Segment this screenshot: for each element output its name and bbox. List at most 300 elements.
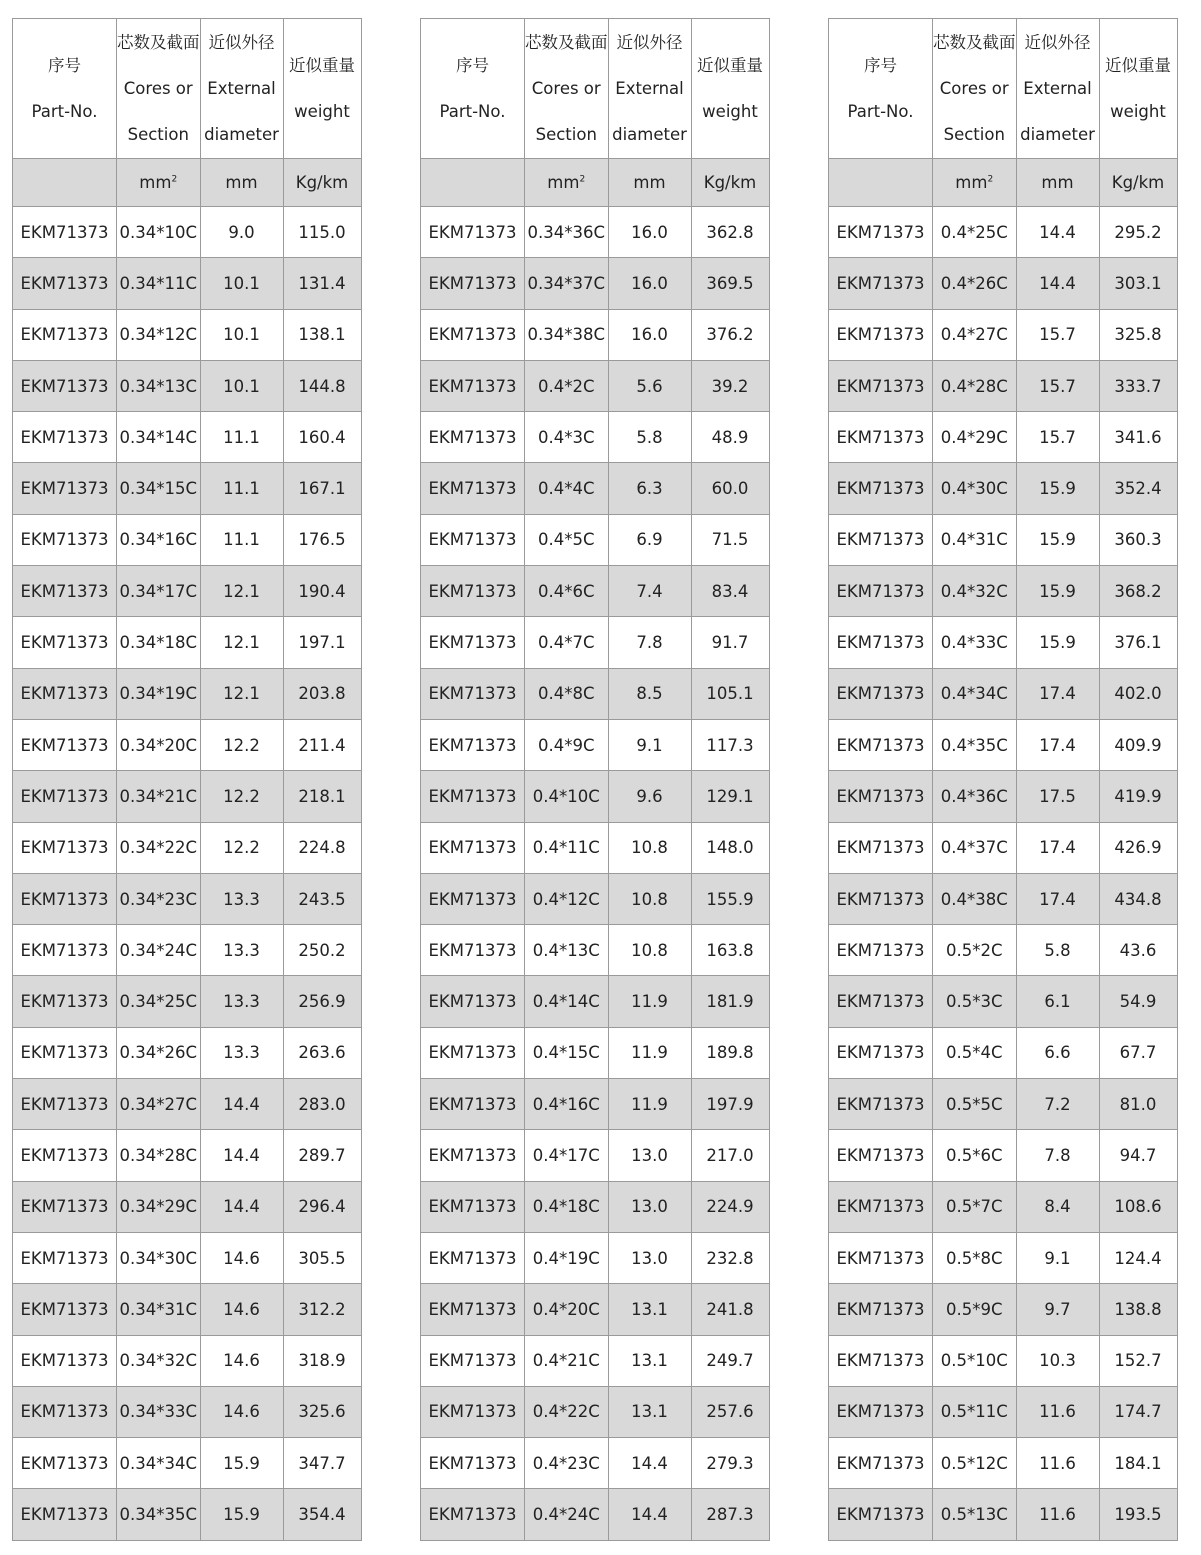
cell-weight: 71.5	[691, 514, 769, 565]
cell-cores-section: 0.4*37C	[933, 822, 1017, 873]
header-diameter-en2: diameter	[1020, 125, 1095, 144]
cell-part-no: EKM71373	[421, 1079, 525, 1130]
cell-diameter: 6.9	[608, 514, 691, 565]
table-row	[13, 207, 362, 258]
cell-diameter: 10.1	[200, 258, 283, 309]
table-row	[421, 1386, 770, 1437]
cell-diameter: 17.4	[1016, 668, 1099, 719]
cell-part-no: EKM71373	[421, 1284, 525, 1335]
header-cores	[525, 19, 609, 159]
table-row	[421, 873, 770, 924]
cell-diameter: 12.1	[200, 617, 283, 668]
cell-part-no: EKM71373	[829, 1335, 933, 1386]
header-part-en: Part-No.	[847, 102, 914, 121]
table-row	[13, 1232, 362, 1283]
cell-weight: 325.8	[1099, 309, 1177, 360]
cell-cores-section: 0.34*10C	[117, 207, 201, 258]
table-row	[829, 719, 1178, 770]
table-row	[13, 822, 362, 873]
cell-diameter: 12.2	[200, 719, 283, 770]
cell-part-no: EKM71373	[829, 668, 933, 719]
cell-diameter: 13.3	[200, 873, 283, 924]
table-row	[13, 1284, 362, 1335]
cell-part-no: EKM71373	[421, 668, 525, 719]
cell-weight: 257.6	[691, 1386, 769, 1437]
cell-cores-section: 0.5*4C	[933, 1027, 1017, 1078]
cell-cores-section: 0.34*20C	[117, 719, 201, 770]
cell-weight: 167.1	[283, 463, 361, 514]
cell-diameter: 17.4	[1016, 719, 1099, 770]
cell-weight: 144.8	[283, 360, 361, 411]
cell-part-no: EKM71373	[13, 1027, 117, 1078]
cell-weight: 129.1	[691, 771, 769, 822]
table-row	[13, 463, 362, 514]
header-weight-en: weight	[702, 102, 758, 121]
cell-diameter: 15.9	[1016, 463, 1099, 514]
header-diameter-en1: External	[1023, 79, 1092, 98]
cell-diameter: 13.3	[200, 976, 283, 1027]
cell-part-no: EKM71373	[13, 873, 117, 924]
table-row	[421, 360, 770, 411]
cell-part-no: EKM71373	[13, 976, 117, 1027]
cell-diameter: 11.9	[608, 976, 691, 1027]
units-row	[829, 159, 1178, 207]
cell-diameter: 8.5	[608, 668, 691, 719]
cell-cores-section: 0.4*29C	[933, 412, 1017, 463]
cell-part-no: EKM71373	[829, 463, 933, 514]
cell-part-no: EKM71373	[13, 719, 117, 770]
cell-cores-section: 0.4*26C	[933, 258, 1017, 309]
cell-part-no: EKM71373	[829, 566, 933, 617]
table-row	[421, 207, 770, 258]
cell-cores-section: 0.4*17C	[525, 1130, 609, 1181]
cell-diameter: 17.4	[1016, 873, 1099, 924]
cell-part-no: EKM71373	[829, 1027, 933, 1078]
cell-cores-section: 0.4*20C	[525, 1284, 609, 1335]
cell-cores-section: 0.4*21C	[525, 1335, 609, 1386]
table-row	[829, 1489, 1178, 1540]
table-row	[421, 925, 770, 976]
cell-part-no: EKM71373	[421, 719, 525, 770]
cell-part-no: EKM71373	[829, 360, 933, 411]
cell-weight: 197.9	[691, 1079, 769, 1130]
cell-diameter: 15.9	[1016, 514, 1099, 565]
cell-diameter: 9.0	[200, 207, 283, 258]
cell-weight: 184.1	[1099, 1438, 1177, 1489]
cell-part-no: EKM71373	[13, 771, 117, 822]
table-row	[13, 617, 362, 668]
cell-diameter: 11.1	[200, 514, 283, 565]
cell-cores-section: 0.5*5C	[933, 1079, 1017, 1130]
cell-weight: 81.0	[1099, 1079, 1177, 1130]
unit-weight: Kg/km	[691, 159, 769, 207]
table-row	[829, 925, 1178, 976]
cell-cores-section: 0.4*19C	[525, 1232, 609, 1283]
cell-weight: 325.6	[283, 1386, 361, 1437]
cell-weight: 224.8	[283, 822, 361, 873]
cell-diameter: 5.8	[608, 412, 691, 463]
cell-cores-section: 0.5*9C	[933, 1284, 1017, 1335]
cell-diameter: 17.4	[1016, 822, 1099, 873]
cell-part-no: EKM71373	[421, 1489, 525, 1540]
table-row	[829, 668, 1178, 719]
table-row	[13, 668, 362, 719]
unit-diameter: mm	[608, 159, 691, 207]
cell-weight: 333.7	[1099, 360, 1177, 411]
cell-diameter: 11.9	[608, 1079, 691, 1130]
cell-diameter: 12.2	[200, 771, 283, 822]
cell-weight: 289.7	[283, 1130, 361, 1181]
cell-weight: 163.8	[691, 925, 769, 976]
cell-weight: 224.9	[691, 1181, 769, 1232]
cell-diameter: 11.6	[1016, 1386, 1099, 1437]
cell-weight: 117.3	[691, 719, 769, 770]
cell-diameter: 9.1	[1016, 1232, 1099, 1283]
cell-diameter: 10.1	[200, 309, 283, 360]
table-row	[829, 617, 1178, 668]
cell-diameter: 15.9	[200, 1438, 283, 1489]
header-part-en: Part-No.	[31, 102, 98, 121]
cell-weight: 83.4	[691, 566, 769, 617]
cell-weight: 354.4	[283, 1489, 361, 1540]
header-cores-en2: Section	[535, 125, 597, 144]
cell-part-no: EKM71373	[13, 668, 117, 719]
table-row	[829, 566, 1178, 617]
cell-diameter: 14.6	[200, 1232, 283, 1283]
table-row	[829, 1386, 1178, 1437]
header-cores-cn: 芯数及截面	[117, 33, 200, 52]
table-row	[13, 1438, 362, 1489]
header-part-no	[13, 19, 117, 159]
cell-cores-section: 0.34*21C	[117, 771, 201, 822]
cell-weight: 360.3	[1099, 514, 1177, 565]
cell-part-no: EKM71373	[829, 258, 933, 309]
cell-weight: 54.9	[1099, 976, 1177, 1027]
unit-weight: Kg/km	[283, 159, 361, 207]
unit-weight: Kg/km	[1099, 159, 1177, 207]
cell-weight: 376.1	[1099, 617, 1177, 668]
cell-diameter: 7.4	[608, 566, 691, 617]
header-part-en: Part-No.	[439, 102, 506, 121]
cell-weight: 131.4	[283, 258, 361, 309]
cell-part-no: EKM71373	[421, 514, 525, 565]
cell-diameter: 11.6	[1016, 1438, 1099, 1489]
cell-weight: 426.9	[1099, 822, 1177, 873]
table-row	[829, 1284, 1178, 1335]
cell-diameter: 11.6	[1016, 1489, 1099, 1540]
cell-part-no: EKM71373	[13, 1335, 117, 1386]
cell-part-no: EKM71373	[421, 463, 525, 514]
cell-cores-section: 0.34*33C	[117, 1386, 201, 1437]
cell-diameter: 15.7	[1016, 309, 1099, 360]
table-row	[829, 463, 1178, 514]
cell-part-no: EKM71373	[421, 1386, 525, 1437]
cell-weight: 434.8	[1099, 873, 1177, 924]
table-row	[829, 1232, 1178, 1283]
cell-diameter: 7.8	[1016, 1130, 1099, 1181]
cell-part-no: EKM71373	[13, 1489, 117, 1540]
cell-diameter: 10.3	[1016, 1335, 1099, 1386]
table-row	[421, 668, 770, 719]
table-row	[421, 1130, 770, 1181]
table-row	[829, 207, 1178, 258]
cell-cores-section: 0.5*13C	[933, 1489, 1017, 1540]
table-row	[829, 822, 1178, 873]
cell-cores-section: 0.4*10C	[525, 771, 609, 822]
cell-diameter: 5.8	[1016, 925, 1099, 976]
table-row	[13, 771, 362, 822]
table-header	[421, 19, 770, 159]
table-row	[13, 976, 362, 1027]
cell-part-no: EKM71373	[13, 412, 117, 463]
cell-part-no: EKM71373	[13, 1386, 117, 1437]
header-diameter-en2: diameter	[204, 125, 279, 144]
cell-weight: 419.9	[1099, 771, 1177, 822]
table-row	[421, 1232, 770, 1283]
cell-diameter: 7.2	[1016, 1079, 1099, 1130]
cell-cores-section: 0.34*34C	[117, 1438, 201, 1489]
table-row	[829, 360, 1178, 411]
cell-weight: 409.9	[1099, 719, 1177, 770]
cell-cores-section: 0.4*18C	[525, 1181, 609, 1232]
header-diameter-cn: 近似外径	[616, 33, 683, 52]
cell-weight: 287.3	[691, 1489, 769, 1540]
cell-part-no: EKM71373	[13, 360, 117, 411]
cell-diameter: 9.1	[608, 719, 691, 770]
cell-part-no: EKM71373	[421, 309, 525, 360]
cell-weight: 347.7	[283, 1438, 361, 1489]
cell-weight: 243.5	[283, 873, 361, 924]
cell-diameter: 10.8	[608, 925, 691, 976]
cell-part-no: EKM71373	[13, 207, 117, 258]
cell-part-no: EKM71373	[13, 1130, 117, 1181]
cell-diameter: 16.0	[608, 207, 691, 258]
table-row	[13, 1489, 362, 1540]
cell-weight: 60.0	[691, 463, 769, 514]
table-row	[13, 566, 362, 617]
cell-part-no: EKM71373	[829, 412, 933, 463]
cell-cores-section: 0.34*14C	[117, 412, 201, 463]
cell-diameter: 10.8	[608, 822, 691, 873]
cell-part-no: EKM71373	[829, 1130, 933, 1181]
cell-part-no: EKM71373	[829, 1386, 933, 1437]
unit-section	[525, 159, 609, 207]
cell-weight: 91.7	[691, 617, 769, 668]
cell-cores-section: 0.4*15C	[525, 1027, 609, 1078]
cell-cores-section: 0.34*12C	[117, 309, 201, 360]
unit-part	[13, 159, 117, 207]
header-diameter-cn: 近似外径	[1024, 33, 1091, 52]
table-row	[13, 1027, 362, 1078]
cell-part-no: EKM71373	[13, 1284, 117, 1335]
cell-cores-section: 0.4*24C	[525, 1489, 609, 1540]
cell-cores-section: 0.4*27C	[933, 309, 1017, 360]
cell-diameter: 14.6	[200, 1284, 283, 1335]
cell-part-no: EKM71373	[13, 1438, 117, 1489]
cell-part-no: EKM71373	[829, 514, 933, 565]
cell-part-no: EKM71373	[421, 617, 525, 668]
header-part-cn: 序号	[48, 56, 81, 75]
cell-weight: 138.1	[283, 309, 361, 360]
table-row	[829, 1181, 1178, 1232]
cell-weight: 138.8	[1099, 1284, 1177, 1335]
cell-cores-section: 0.4*5C	[525, 514, 609, 565]
cell-weight: 211.4	[283, 719, 361, 770]
cell-diameter: 8.4	[1016, 1181, 1099, 1232]
table-row	[13, 360, 362, 411]
cell-cores-section: 0.4*38C	[933, 873, 1017, 924]
cell-weight: 39.2	[691, 360, 769, 411]
cell-diameter: 13.3	[200, 1027, 283, 1078]
cell-part-no: EKM71373	[829, 1181, 933, 1232]
cell-weight: 368.2	[1099, 566, 1177, 617]
cell-weight: 402.0	[1099, 668, 1177, 719]
cell-cores-section: 0.34*19C	[117, 668, 201, 719]
cell-cores-section: 0.5*6C	[933, 1130, 1017, 1181]
header-weight-en: weight	[294, 102, 350, 121]
table-row	[13, 1386, 362, 1437]
cell-part-no: EKM71373	[829, 1284, 933, 1335]
cell-weight: 152.7	[1099, 1335, 1177, 1386]
cell-cores-section: 0.34*18C	[117, 617, 201, 668]
header-weight-cn: 近似重量	[697, 56, 763, 75]
header-cores-cn: 芯数及截面	[525, 33, 608, 52]
cell-cores-section: 0.34*11C	[117, 258, 201, 309]
header-cores-en2: Section	[127, 125, 189, 144]
cell-cores-section: 0.34*31C	[117, 1284, 201, 1335]
cell-cores-section: 0.4*28C	[933, 360, 1017, 411]
table-row	[421, 566, 770, 617]
table-row	[13, 873, 362, 924]
cell-diameter: 14.4	[1016, 258, 1099, 309]
header-diameter-en1: External	[207, 79, 276, 98]
cell-diameter: 15.7	[1016, 360, 1099, 411]
cell-cores-section: 0.34*16C	[117, 514, 201, 565]
header-diameter-en1: External	[615, 79, 684, 98]
units-row	[13, 159, 362, 207]
table-row	[13, 925, 362, 976]
cell-diameter: 11.1	[200, 412, 283, 463]
table-row	[421, 822, 770, 873]
cell-part-no: EKM71373	[13, 1232, 117, 1283]
cell-cores-section: 0.4*32C	[933, 566, 1017, 617]
table-row	[829, 771, 1178, 822]
cell-weight: 105.1	[691, 668, 769, 719]
table-row	[421, 719, 770, 770]
cell-weight: 296.4	[283, 1181, 361, 1232]
cell-weight: 341.6	[1099, 412, 1177, 463]
cell-weight: 189.8	[691, 1027, 769, 1078]
cell-weight: 352.4	[1099, 463, 1177, 514]
cell-diameter: 13.1	[608, 1335, 691, 1386]
table-row	[13, 1130, 362, 1181]
cell-cores-section: 0.5*11C	[933, 1386, 1017, 1437]
cell-part-no: EKM71373	[13, 309, 117, 360]
cell-diameter: 13.3	[200, 925, 283, 976]
table-row	[421, 1335, 770, 1386]
cell-cores-section: 0.4*2C	[525, 360, 609, 411]
cell-cores-section: 0.34*27C	[117, 1079, 201, 1130]
cell-cores-section: 0.4*34C	[933, 668, 1017, 719]
cell-diameter: 12.2	[200, 822, 283, 873]
cell-weight: 263.6	[283, 1027, 361, 1078]
spec-table-1	[12, 18, 362, 1541]
cell-cores-section: 0.34*35C	[117, 1489, 201, 1540]
table-row	[13, 1079, 362, 1130]
cell-weight: 241.8	[691, 1284, 769, 1335]
cell-diameter: 15.9	[1016, 566, 1099, 617]
cell-diameter: 10.8	[608, 873, 691, 924]
cell-cores-section: 0.4*22C	[525, 1386, 609, 1437]
header-part-cn: 序号	[456, 56, 489, 75]
table-row	[829, 1438, 1178, 1489]
unit-part	[421, 159, 525, 207]
header-weight-cn: 近似重量	[1105, 56, 1171, 75]
header-weight	[283, 19, 361, 159]
cell-diameter: 6.1	[1016, 976, 1099, 1027]
cell-cores-section: 0.4*30C	[933, 463, 1017, 514]
cell-cores-section: 0.4*4C	[525, 463, 609, 514]
cell-cores-section: 0.4*16C	[525, 1079, 609, 1130]
header-cores	[933, 19, 1017, 159]
cell-weight: 203.8	[283, 668, 361, 719]
cell-part-no: EKM71373	[829, 207, 933, 258]
cell-part-no: EKM71373	[829, 719, 933, 770]
table-row	[421, 771, 770, 822]
cell-part-no: EKM71373	[421, 822, 525, 873]
cell-diameter: 5.6	[608, 360, 691, 411]
table-row	[13, 719, 362, 770]
table-row	[421, 514, 770, 565]
cell-part-no: EKM71373	[829, 873, 933, 924]
cell-part-no: EKM71373	[829, 1232, 933, 1283]
cell-weight: 303.1	[1099, 258, 1177, 309]
cell-cores-section: 0.4*23C	[525, 1438, 609, 1489]
cell-diameter: 13.0	[608, 1181, 691, 1232]
cell-weight: 190.4	[283, 566, 361, 617]
cell-diameter: 13.0	[608, 1232, 691, 1283]
cell-part-no: EKM71373	[421, 360, 525, 411]
header-weight-cn: 近似重量	[289, 56, 355, 75]
cell-weight: 279.3	[691, 1438, 769, 1489]
cell-diameter: 16.0	[608, 258, 691, 309]
cell-cores-section: 0.5*3C	[933, 976, 1017, 1027]
cell-part-no: EKM71373	[13, 566, 117, 617]
header-diameter-en2: diameter	[612, 125, 687, 144]
table-row	[421, 1489, 770, 1540]
cell-weight: 232.8	[691, 1232, 769, 1283]
spec-table-3	[828, 18, 1178, 1541]
cell-part-no: EKM71373	[829, 822, 933, 873]
cell-weight: 174.7	[1099, 1386, 1177, 1437]
header-weight-en: weight	[1110, 102, 1166, 121]
cell-cores-section: 0.34*23C	[117, 873, 201, 924]
cell-weight: 295.2	[1099, 207, 1177, 258]
cell-diameter: 15.9	[200, 1489, 283, 1540]
cell-weight: 108.6	[1099, 1181, 1177, 1232]
cell-cores-section: 0.4*6C	[525, 566, 609, 617]
table-row	[421, 1438, 770, 1489]
table-row	[829, 309, 1178, 360]
cell-weight: 369.5	[691, 258, 769, 309]
cell-weight: 67.7	[1099, 1027, 1177, 1078]
cell-part-no: EKM71373	[421, 258, 525, 309]
cell-part-no: EKM71373	[13, 258, 117, 309]
cell-weight: 376.2	[691, 309, 769, 360]
cell-part-no: EKM71373	[421, 771, 525, 822]
cell-diameter: 16.0	[608, 309, 691, 360]
cell-cores-section: 0.34*32C	[117, 1335, 201, 1386]
